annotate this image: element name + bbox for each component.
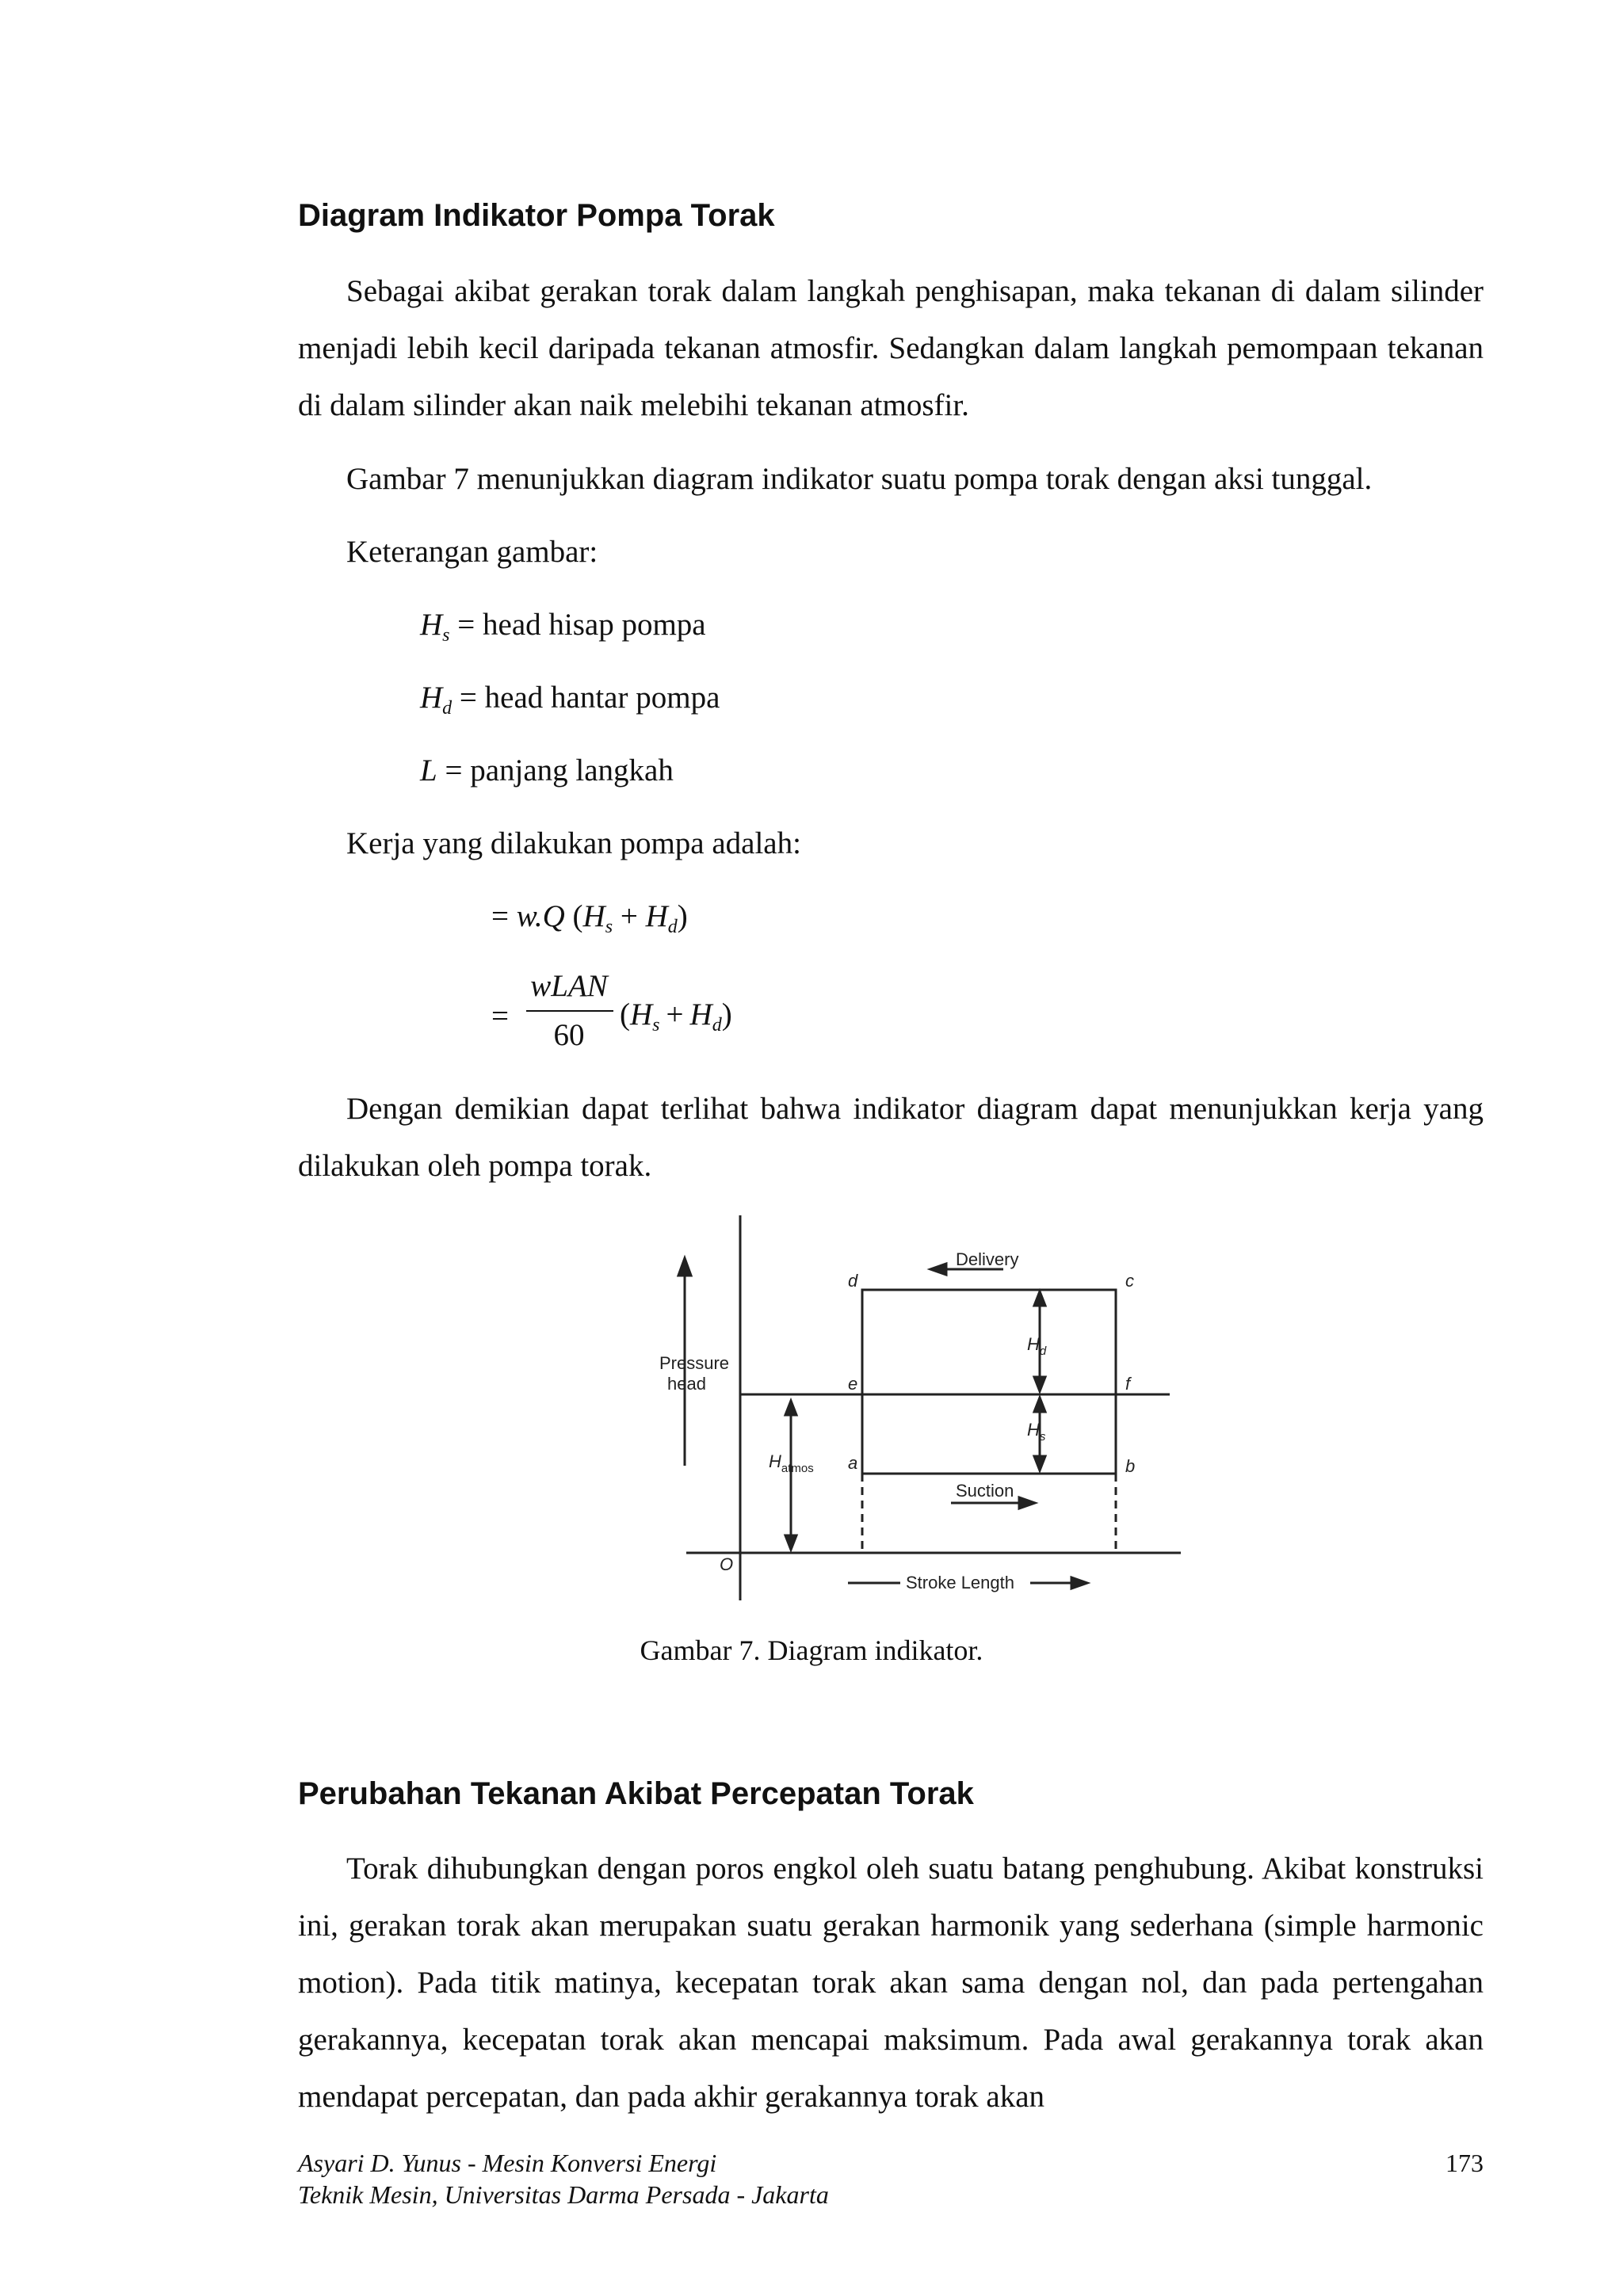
- eq2-hs: H: [630, 997, 653, 1032]
- eq-hs-sub: s: [605, 917, 613, 937]
- label-hd: $H_d$: [1027, 1334, 1047, 1358]
- point-f: f: [1125, 1374, 1131, 1394]
- eq2-numerator: wLAN: [530, 969, 608, 1003]
- hd-arrowhead-up: [1034, 1291, 1045, 1306]
- label-stroke-length: Stroke Length: [906, 1573, 1014, 1592]
- legend-symbol-sub: s: [442, 625, 450, 646]
- label-h-atmos: $H_{atmos}$: [769, 1451, 814, 1475]
- eq-hd: H: [645, 899, 668, 933]
- work-intro: Kerja yang dilakukan pompa adalah:: [346, 826, 801, 860]
- hs-arrowhead-up: [1034, 1398, 1045, 1412]
- label-suction: Suction: [956, 1481, 1014, 1501]
- fraction-bar: [526, 1010, 613, 1012]
- point-e: e: [848, 1374, 858, 1394]
- eq-hd-sub: d: [667, 917, 678, 937]
- pressure-arrowhead: [678, 1258, 691, 1276]
- indicator-loop: [862, 1290, 1116, 1474]
- legend-symbol: H: [420, 608, 443, 642]
- equation-work-1: [491, 898, 688, 937]
- paragraph-conclusion: Dengan demikian dapat terlihat bahwa indikator diagram dapat menunjukkan kerja yang dilakukan oleh pompa torak.: [298, 1092, 1484, 1183]
- label-pressure: Pressure: [659, 1353, 730, 1373]
- eq-close: ): [677, 899, 688, 933]
- point-o: O: [720, 1554, 734, 1574]
- h-atmos-arrowhead-up: [785, 1401, 796, 1415]
- paragraph-figure-reference: Gambar 7 menunjukkan diagram indikator suatu pompa torak dengan aksi tunggal.: [346, 462, 1373, 496]
- label-hs: $H_s$: [1027, 1420, 1046, 1444]
- footer-institution: Teknik Mesin, Universitas Darma Persada - Jakarta: [298, 2180, 829, 2209]
- footer-author: Asyari D. Yunus - Mesin Konversi Energi: [298, 2149, 717, 2177]
- eq-open: (: [564, 899, 583, 933]
- eq-prefix: =: [491, 899, 517, 933]
- figure-caption: Gambar 7. Diagram indikator.: [640, 1634, 983, 1666]
- h-atmos-arrowhead-down: [785, 1535, 796, 1550]
- eq2-terms: [620, 997, 732, 1035]
- eq2-plus: +: [666, 997, 684, 1032]
- eq-hs: H: [582, 899, 605, 933]
- eq2-hs-sub: s: [652, 1015, 660, 1035]
- section-heading-piston-acceleration: Perubahan Tekanan Akibat Percepatan Torak: [298, 1776, 974, 1811]
- label-delivery: Delivery: [956, 1249, 1019, 1269]
- indicator-diagram: [626, 1204, 1197, 1616]
- legend-text: = head hisap pompa: [449, 608, 706, 642]
- hs-arrowhead-down: [1034, 1456, 1045, 1470]
- eq2-open: (: [620, 997, 630, 1032]
- legend-text: = panjang langkah: [437, 753, 674, 788]
- legend-symbol: H: [420, 681, 443, 715]
- legend-symbol: L: [420, 753, 437, 788]
- eq-wq: w.Q: [516, 899, 565, 933]
- paragraph-suction-pressure: Sebagai akibat gerakan torak dalam langkah penghisapan, maka tekanan di dalam silinder menjadi lebih kecil daripada tekanan atmosfir. Sedangkan dalam langkah pemompaan tekanan di dalam silinder akan naik melebihi tekanan atmosfir.: [298, 274, 1484, 422]
- label-head: head: [667, 1374, 706, 1394]
- eq2-denominator: 60: [553, 1018, 585, 1052]
- delivery-arrowhead: [930, 1264, 946, 1275]
- stroke-length-arrowhead: [1071, 1577, 1087, 1589]
- paragraph-piston-motion: Torak dihubungkan dengan poros engkol oleh suatu batang penghubung. Akibat konstruksi ini, gerakan torak akan merupakan suatu gerakan harmonik yang sederhana (simple harmonic motion). Pada titik matinya, kecepatan torak akan sama dengan nol, dan pada pertengahan gerakannya, kecepatan torak akan mencapai maksimum. Pada awal gerakannya torak akan mendapat percepatan, dan pada akhir gerakannya torak akan: [298, 1852, 1484, 2114]
- legend-title: Keterangan gambar:: [346, 535, 598, 569]
- legend-item-hd: [420, 680, 720, 719]
- eq2-equals: =: [491, 999, 509, 1033]
- eq-plus: +: [613, 899, 646, 933]
- legend-text: = head hantar pompa: [452, 681, 720, 715]
- hd-arrowhead-down: [1034, 1377, 1045, 1391]
- suction-arrowhead: [1019, 1497, 1035, 1508]
- section-heading-indicator-diagram: Diagram Indikator Pompa Torak: [298, 198, 775, 233]
- eq2-hd: H: [689, 997, 712, 1032]
- point-a: a: [848, 1453, 858, 1473]
- legend-symbol-sub: d: [442, 698, 453, 719]
- point-d: d: [848, 1271, 858, 1291]
- page-number: 173: [1445, 2149, 1484, 2177]
- eq2-close: ): [721, 997, 732, 1032]
- legend-item-hs: [420, 607, 706, 646]
- eq2-hd-sub: d: [712, 1015, 722, 1035]
- point-c: c: [1125, 1271, 1134, 1291]
- legend-item-l: [420, 753, 674, 788]
- point-b: b: [1125, 1456, 1136, 1476]
